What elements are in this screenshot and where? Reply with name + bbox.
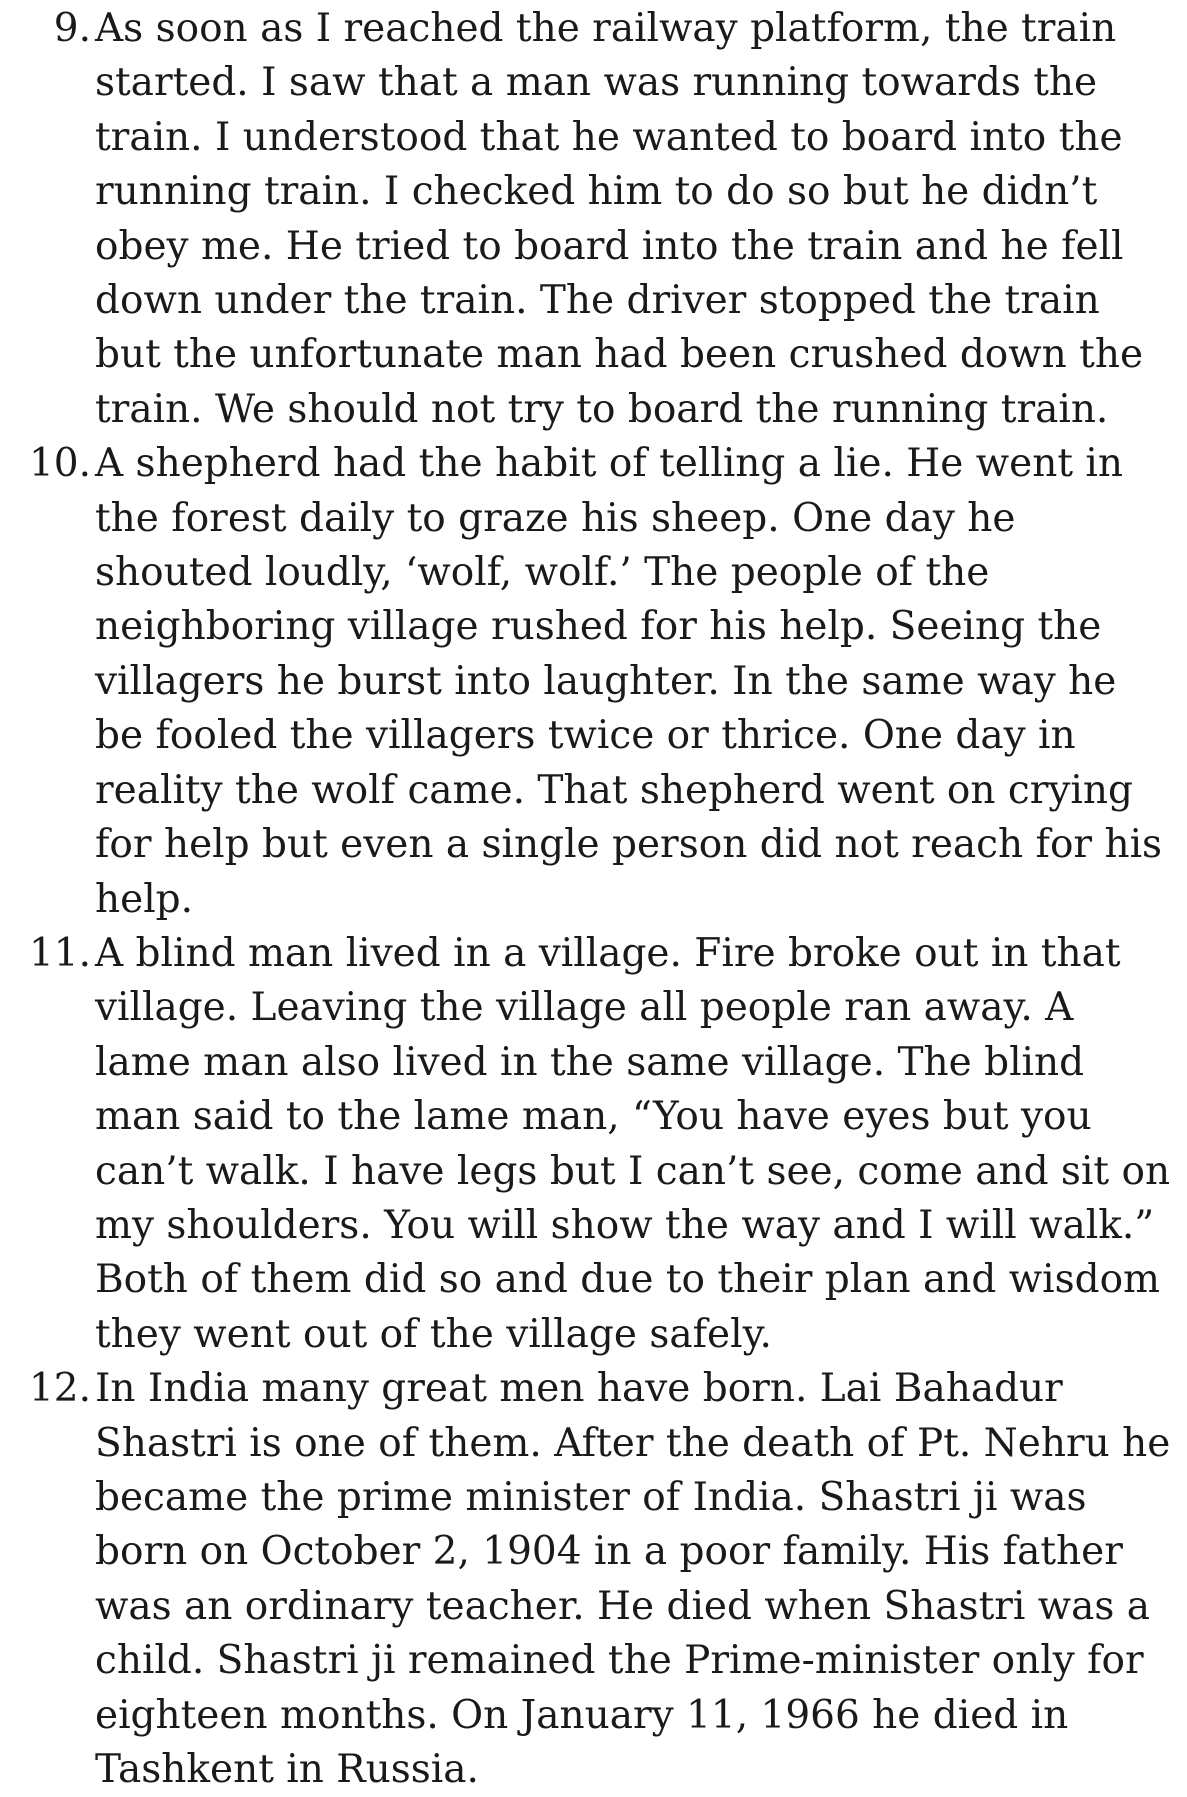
item-paragraph: In India many great men have born. Lai Bahadur Shastri is one of them. After the death of Pt. Nehru he became the prime minister of India. Shastri ji was born on October 2, 1904 in a poor family. His father was an ordinary teacher. He died when Shastri was a child. Shastri ji remained the Prime-minister only for eighteen months. On January 11, 1966 he died in Tashkent in Russia. xyxy=(95,1366,1171,1792)
item-paragraph: A shepherd had the habit of telling a lie. He went in the forest daily to graze his sheep. One day he shouted loudly, ‘wolf, wolf.’ The people of the neighboring village rushed for his help. Seeing the villagers he burst into laughter. In the same way he be fooled the villagers twice or thrice. One day in reality the wolf came. That shepherd went on crying for help but even a single person did not reach for his help. xyxy=(95,441,1163,922)
list-item xyxy=(0,2,1175,437)
list-item xyxy=(0,1362,1175,1797)
list-item xyxy=(0,437,1175,927)
item-number: 12. xyxy=(28,1366,91,1412)
item-number: 9. xyxy=(53,6,91,51)
item-paragraph: As soon as I reached the railway platform, the train started. I saw that a man was running towards the train. I understood that he wanted to board into the running train. I checked him to do so but he didn’t obey me. He tried to board into the train and he fell down under the train. The driver stopped the train but the unfortunate man had been crushed down the train. We should not try to board the running train. xyxy=(95,6,1144,432)
list-item xyxy=(0,927,1175,1362)
item-paragraph: A blind man lived in a village. Fire broke out in that village. Leaving the village all people ran away. A lame man also lived in the same village. The blind man said to the lame man, “You have eyes but you can’t walk. I have legs but I can’t see, come and sit on my shoulders. You will show the way and I will walk.” Both of them did so and due to their plan and wisdom they went out of the village safely. xyxy=(95,930,1171,1357)
item-number: 11. xyxy=(28,930,91,976)
item-number: 10. xyxy=(28,441,91,487)
